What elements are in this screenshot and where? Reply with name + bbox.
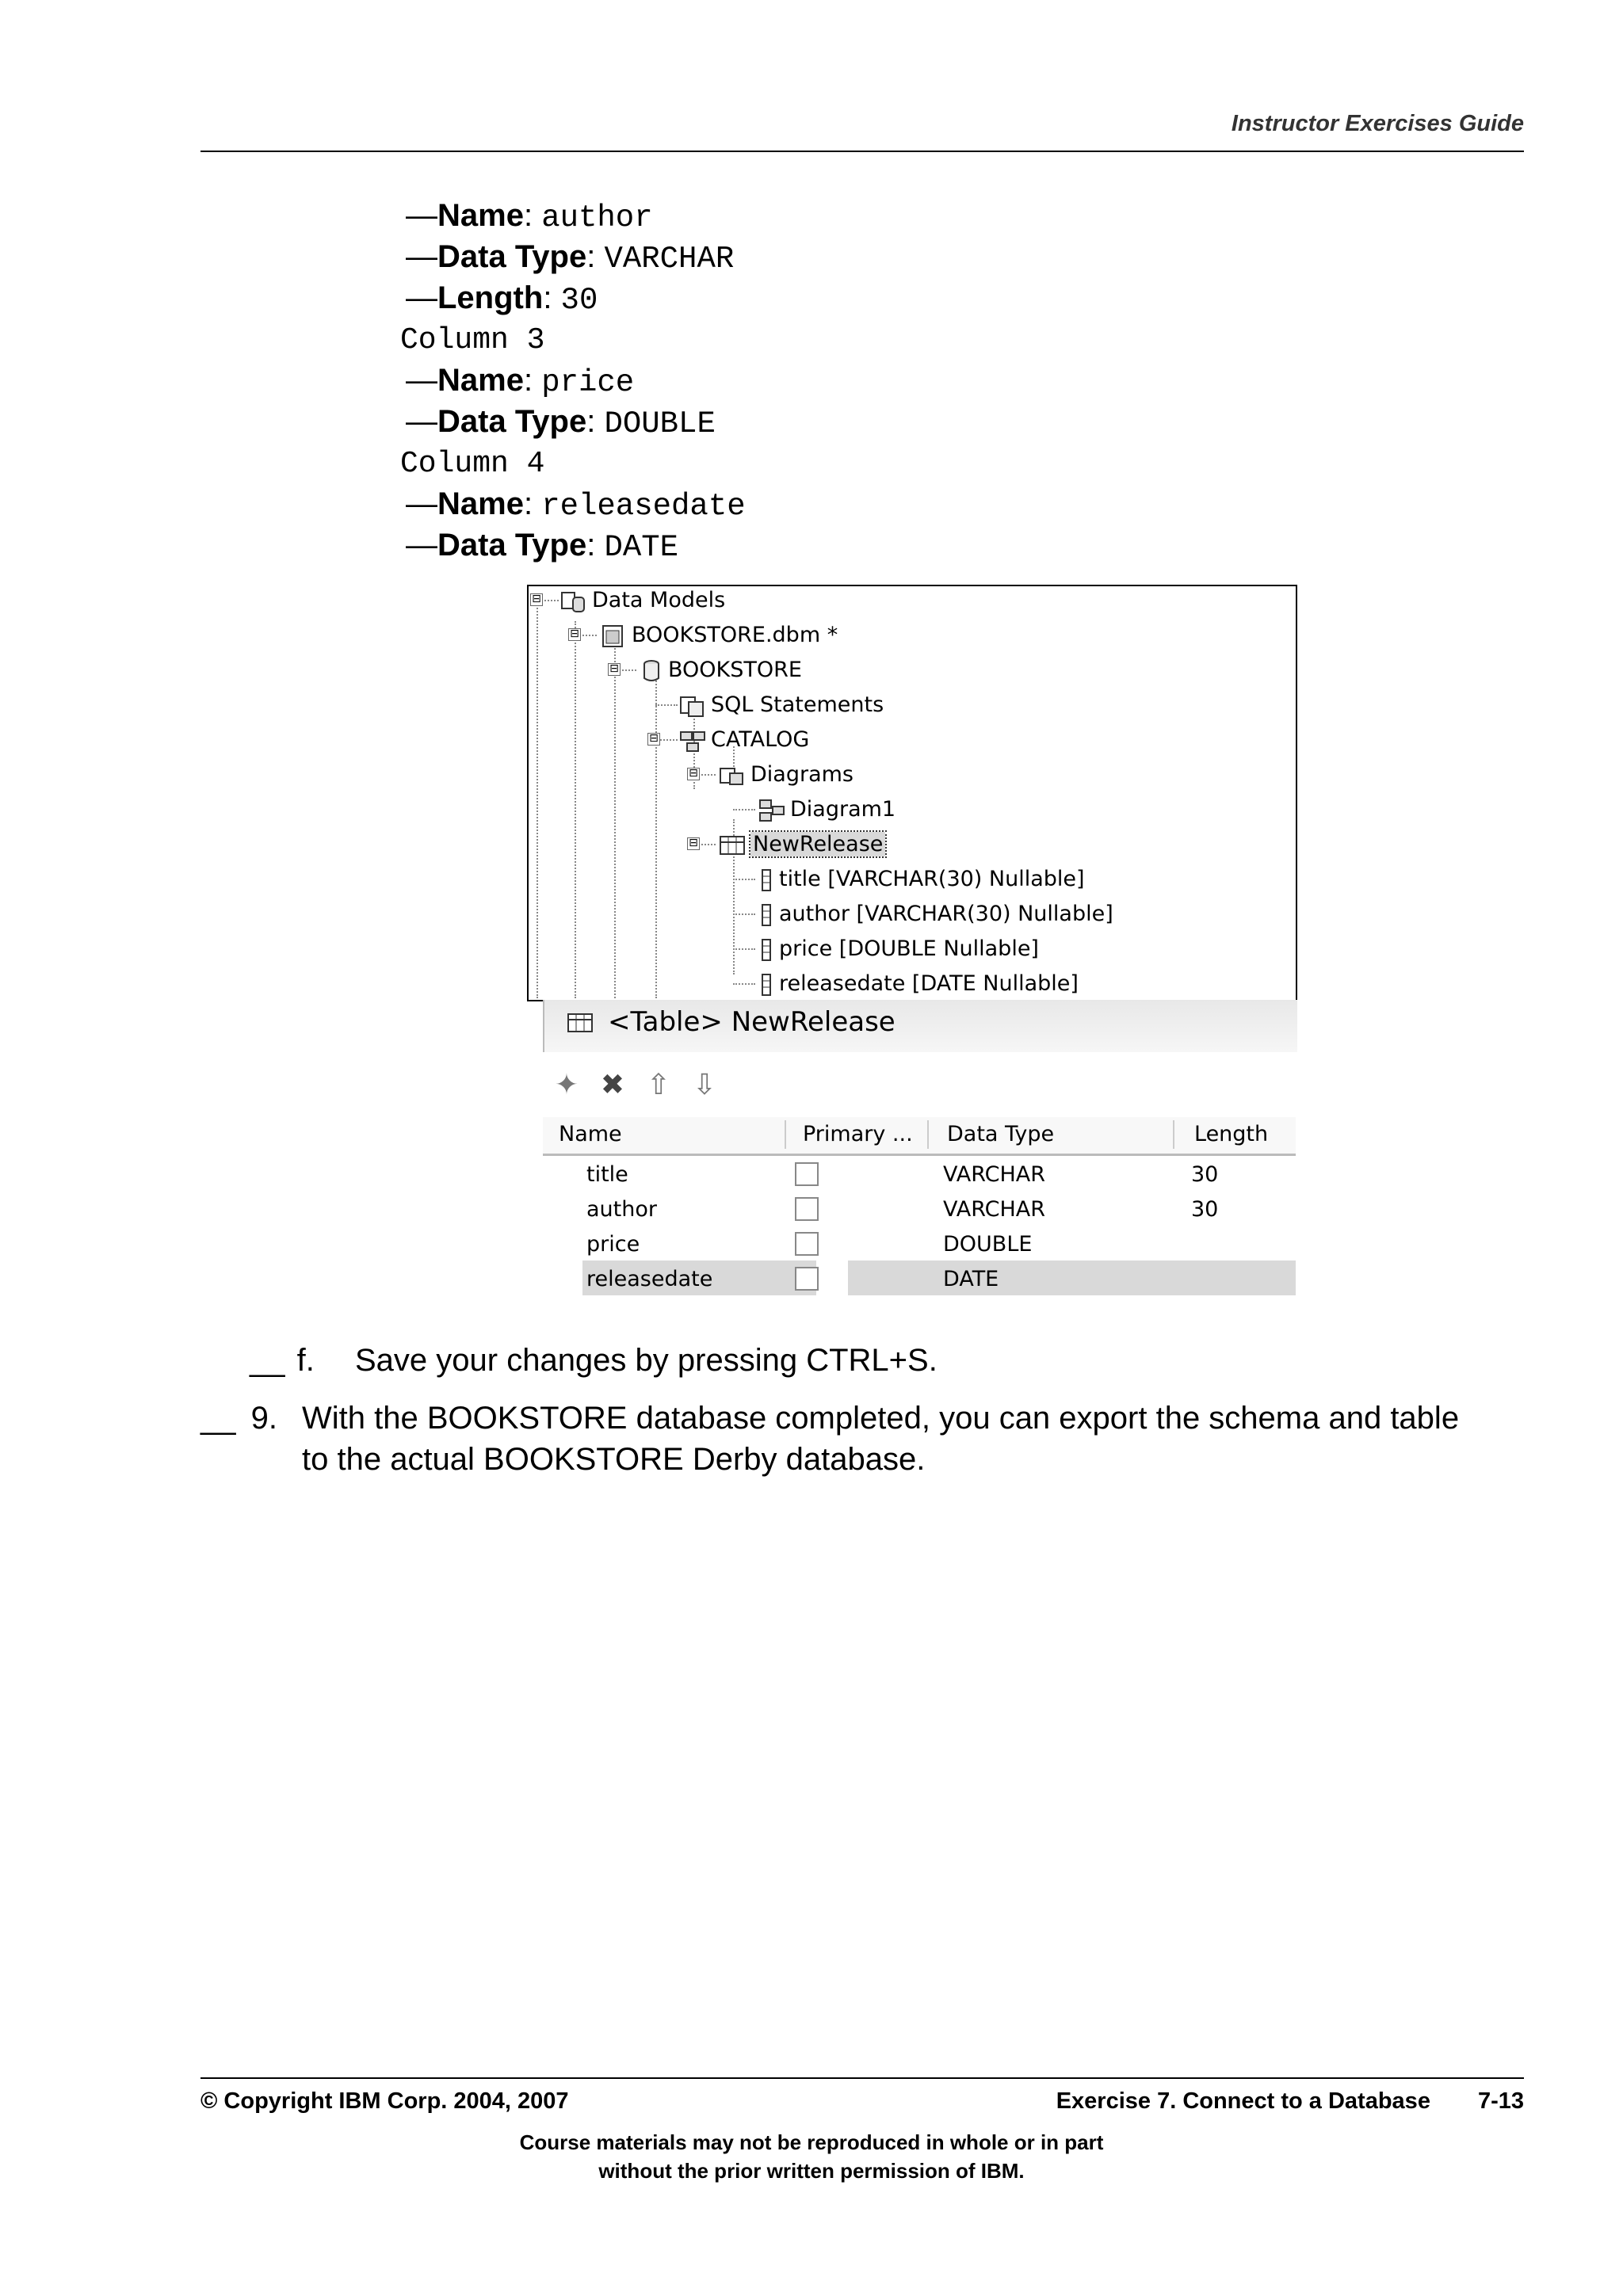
header-data-type[interactable]: Data Type <box>947 1122 1055 1146</box>
cell-data-type: VARCHAR <box>943 1162 1046 1187</box>
cell-name: releasedate <box>586 1267 713 1291</box>
footer-note-line1: Course materials may not be reproduced in whole or in part <box>519 2130 1104 2154</box>
tree-node-data-models[interactable]: Data Models <box>560 586 725 615</box>
primary-key-checkbox[interactable] <box>795 1267 819 1291</box>
table-row[interactable] <box>543 1156 1296 1191</box>
cell-data-type: DATE <box>943 1267 999 1291</box>
bullet-datatype-date: —Data Type: DATE <box>406 528 679 565</box>
footer-copyright: © Copyright IBM Corp. 2004, 2007 <box>200 2088 569 2114</box>
table-icon <box>719 833 746 857</box>
tree-line <box>733 809 755 810</box>
diagrams-folder-icon <box>719 764 746 788</box>
column-separator <box>927 1120 929 1149</box>
tree-node-catalog[interactable]: CATALOG <box>679 726 809 754</box>
header-length[interactable]: Length <box>1194 1122 1269 1146</box>
footer-rule <box>200 2077 1524 2079</box>
collapse-icon[interactable]: ⊟ <box>530 593 543 606</box>
sql-statements-icon <box>679 694 706 718</box>
header-title: Instructor Exercises Guide <box>1231 111 1524 136</box>
tree-line <box>733 879 755 880</box>
table-row[interactable] <box>543 1261 1296 1295</box>
column-separator <box>1173 1120 1174 1149</box>
delete-column-icon[interactable]: ✖ <box>600 1069 625 1101</box>
column-separator <box>785 1120 786 1149</box>
collapse-icon[interactable]: ⊟ <box>647 733 660 746</box>
tree-line <box>655 704 678 706</box>
tree-node-bookstore-dbm[interactable]: BOOKSTORE.dbm * <box>600 621 838 650</box>
grid-header <box>543 1117 1296 1156</box>
bullet-name-price: —Name: price <box>406 363 635 400</box>
move-down-icon[interactable]: ⇩ <box>692 1069 717 1101</box>
data-models-tree <box>527 585 1297 1001</box>
cell-name: author <box>586 1197 657 1222</box>
tree-line <box>698 774 716 776</box>
step-9-line2: to the actual BOOKSTORE Derby database. <box>302 1442 926 1477</box>
table-editor-title: <Table> NewRelease <box>608 1006 896 1038</box>
tree-node-diagram1[interactable]: Diagram1 <box>758 795 896 824</box>
ide-screenshot <box>527 585 1297 1307</box>
tree-node-diagrams[interactable]: Diagrams <box>719 761 854 789</box>
bullet-name-releasedate: —Name: releasedate <box>406 486 746 524</box>
collapse-icon[interactable]: ⊟ <box>687 837 700 850</box>
step-9-line1: With the BOOKSTORE database completed, you can export the schema and table <box>302 1401 1460 1436</box>
cell-data-type: DOUBLE <box>943 1232 1033 1257</box>
column-icon <box>758 868 774 892</box>
cell-name: title <box>586 1162 628 1187</box>
table-editor-tab[interactable] <box>543 1000 1297 1052</box>
tree-line <box>698 844 716 845</box>
tree-line <box>733 983 755 985</box>
column4-heading: Column 4 <box>400 447 545 481</box>
tree-node-column-releasedate[interactable]: releasedate [DATE Nullable] <box>758 970 1079 998</box>
tree-node-newrelease[interactable]: NewRelease <box>719 830 885 859</box>
tree-line <box>537 602 538 998</box>
tree-node-sql-statements[interactable]: SQL Statements <box>679 691 884 719</box>
collapse-icon[interactable]: ⊟ <box>687 768 700 780</box>
header-primary[interactable]: Primary ... <box>803 1122 913 1146</box>
tree-line <box>579 635 597 636</box>
data-models-icon <box>560 589 587 613</box>
catalog-icon <box>679 729 706 753</box>
collapse-icon[interactable]: ⊟ <box>608 663 621 676</box>
column-toolbar <box>551 1070 735 1101</box>
table-row[interactable] <box>543 1226 1296 1261</box>
tree-node-column-author[interactable]: author [VARCHAR(30) Nullable] <box>758 900 1113 929</box>
table-row[interactable] <box>543 1191 1296 1226</box>
header-rule <box>200 151 1524 152</box>
column-icon <box>758 938 774 962</box>
page-number: 7-13 <box>1477 2088 1524 2114</box>
primary-key-checkbox[interactable] <box>795 1162 819 1186</box>
tree-line <box>619 669 636 671</box>
tree-line <box>614 639 616 998</box>
footer-exercise: Exercise 7. Connect to a Database 7-13 <box>1056 2088 1524 2114</box>
add-column-icon[interactable]: ✦ <box>554 1069 579 1101</box>
bullet-datatype-varchar: —Data Type: VARCHAR <box>406 239 735 277</box>
primary-key-checkbox[interactable] <box>795 1232 819 1256</box>
column-icon <box>758 973 774 997</box>
tree-line <box>541 600 559 601</box>
diagram-icon <box>758 799 785 822</box>
tree-node-column-title[interactable]: title [VARCHAR(30) Nullable] <box>758 865 1085 894</box>
move-up-icon[interactable]: ⇧ <box>646 1069 671 1101</box>
bullet-datatype-double: —Data Type: DOUBLE <box>406 404 716 441</box>
tree-line <box>660 739 678 741</box>
cell-data-type: VARCHAR <box>943 1197 1046 1222</box>
header-name[interactable]: Name <box>559 1122 622 1146</box>
row-highlight <box>848 1261 1296 1295</box>
step-f: __ f. Save your changes by pressing CTRL+S. <box>250 1343 938 1378</box>
cell-name: price <box>586 1232 640 1257</box>
step-9: __ 9. <box>200 1401 277 1436</box>
footer-note-line2: without the prior written permission of IBM. <box>598 2159 1025 2183</box>
tree-node-column-price[interactable]: price [DOUBLE Nullable] <box>758 935 1039 963</box>
column3-heading: Column 3 <box>400 323 545 357</box>
tree-line <box>733 913 755 915</box>
tree-line <box>655 675 657 998</box>
cell-length: 30 <box>1191 1162 1219 1187</box>
columns-grid <box>543 1117 1296 1295</box>
tree-node-bookstore-db[interactable]: BOOKSTORE <box>640 656 802 685</box>
table-icon <box>567 1011 594 1035</box>
tree-line <box>733 948 755 950</box>
database-model-icon <box>600 624 627 648</box>
cell-length: 30 <box>1191 1197 1219 1222</box>
database-icon <box>640 659 663 683</box>
primary-key-checkbox[interactable] <box>795 1197 819 1221</box>
bullet-length-30: —Length: 30 <box>406 280 598 318</box>
tree-line <box>575 621 576 998</box>
bullet-name-author: —Name: author <box>406 198 653 235</box>
column-icon <box>758 903 774 927</box>
collapse-icon[interactable]: ⊟ <box>568 628 581 641</box>
